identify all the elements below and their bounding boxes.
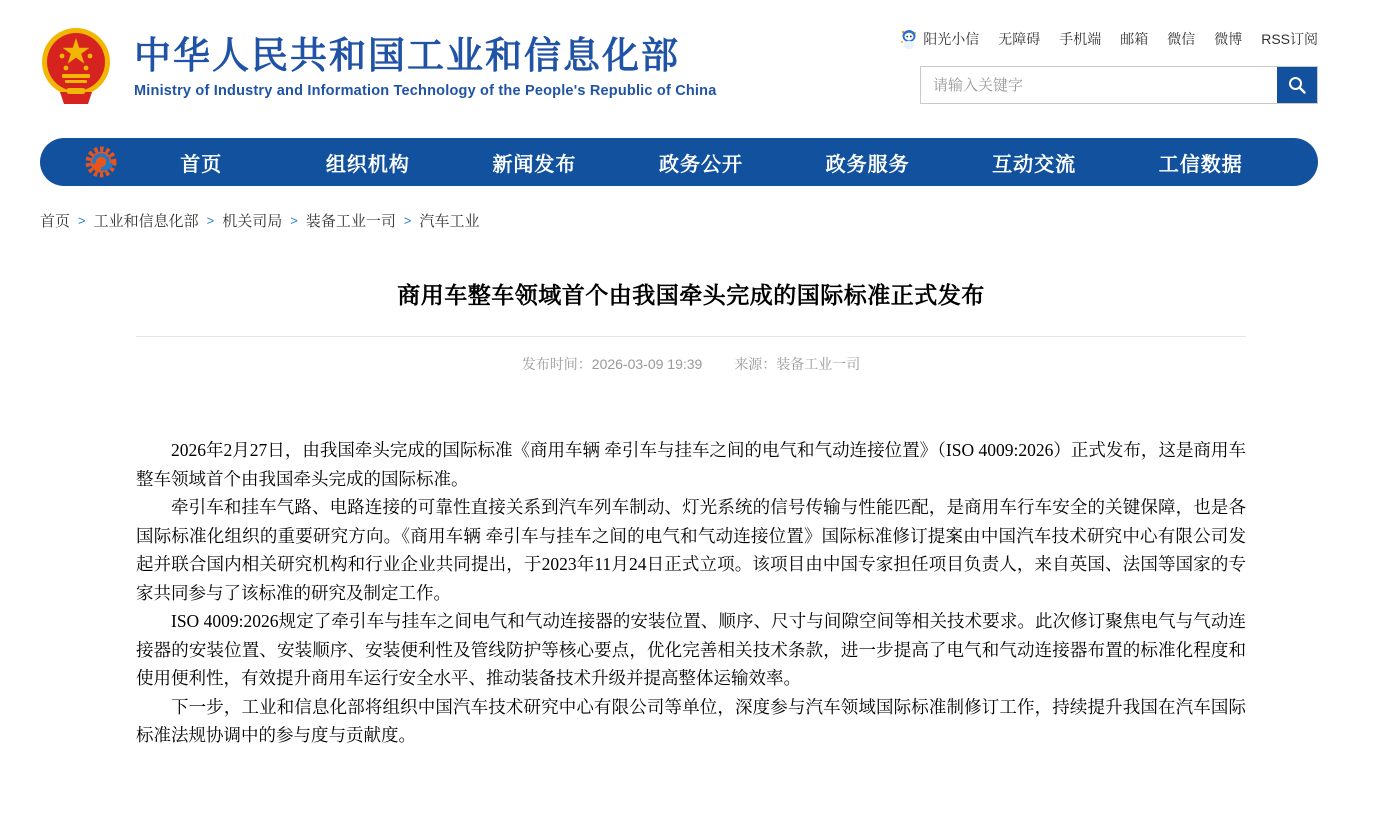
nav-item-gov-disclosure[interactable]: 政务公开 bbox=[659, 153, 744, 176]
breadcrumb-separator: > bbox=[290, 213, 298, 228]
source-label: 来源： bbox=[734, 356, 777, 372]
sunshine-mascot-icon bbox=[899, 28, 919, 50]
source-value: 装备工业一司 bbox=[776, 356, 861, 372]
search-button[interactable] bbox=[1277, 67, 1317, 103]
crumb-auto-industry[interactable]: 汽车工业 bbox=[419, 213, 480, 230]
link-mobile[interactable]: 手机端 bbox=[1059, 31, 1102, 47]
search-input[interactable] bbox=[921, 67, 1277, 103]
nav-item-interaction[interactable]: 互动交流 bbox=[992, 153, 1077, 176]
crumb-equipment-dept[interactable]: 装备工业一司 bbox=[305, 213, 396, 230]
article-paragraph: ISO 4009:2026规定了牵引车与挂车之间电气和气动连接器的安装位置、顺序、尺寸与间隙空间等相关技术要求。此次修订聚焦电气与气动连接器的安装位置、安装顺序、安装便利性及管线防护等核心要点，优化完善相关技术条款，进一步提高了电气和气动连接器布置的标准化程度和使用便利性，有效提升商用车运行安全水平、推动装备技术升级并提高整体运输效率。 bbox=[136, 611, 1246, 688]
publish-time-label: 发布时间： bbox=[521, 356, 592, 372]
breadcrumb bbox=[40, 210, 1382, 231]
link-wechat[interactable]: 微信 bbox=[1167, 31, 1196, 47]
national-emblem-icon bbox=[40, 26, 112, 108]
main-nav bbox=[40, 138, 1318, 186]
site-title-cn: 中华人民共和国工业和信息化部 bbox=[134, 34, 680, 76]
breadcrumb-separator: > bbox=[206, 213, 215, 228]
link-weibo[interactable]: 微博 bbox=[1214, 31, 1243, 47]
publish-time-value: 2026-03-09 19:39 bbox=[591, 356, 703, 372]
nav-item-home[interactable]: 首页 bbox=[180, 153, 223, 176]
header-right bbox=[899, 26, 1318, 104]
site-title-en: Ministry of Industry and Information Technology of the People's Republic of China bbox=[134, 83, 717, 100]
crumb-home[interactable]: 首页 bbox=[40, 213, 71, 230]
breadcrumb-separator: > bbox=[78, 213, 86, 228]
miit-gear-logo-icon bbox=[84, 145, 118, 179]
site-brand bbox=[40, 26, 717, 108]
search-icon bbox=[1287, 75, 1307, 95]
search-bar bbox=[920, 66, 1318, 104]
crumb-miit[interactable]: 工业和信息化部 bbox=[93, 213, 199, 230]
utility-label: 阳光小信 bbox=[923, 31, 980, 47]
breadcrumb-separator: > bbox=[403, 213, 412, 228]
link-accessibility[interactable]: 无障碍 bbox=[998, 31, 1041, 47]
site-title-block bbox=[134, 35, 717, 100]
link-mailbox[interactable]: 邮箱 bbox=[1120, 31, 1149, 47]
link-sunshine-xiaoxin[interactable] bbox=[899, 28, 979, 50]
site-header bbox=[0, 0, 1382, 108]
nav-item-organization[interactable]: 组织机构 bbox=[325, 153, 410, 176]
nav-item-gov-services[interactable]: 政务服务 bbox=[825, 153, 910, 176]
article-paragraph: 下一步，工业和信息化部将组织中国汽车技术研究中心有限公司等单位，深度参与汽车领域国际标准制修订工作，持续提升我国在汽车国际标准法规协调中的参与度与贡献度。 bbox=[136, 696, 1246, 745]
article-paragraph: 2026年2月27日，由我国牵头完成的国际标准《商用车辆 牵引车与挂车之间的电气和气动连接位置》（ISO 4009:2026）正式发布，这是商用车整车领域首个由我国牵头完成的国际标准。 bbox=[136, 440, 1246, 489]
article bbox=[136, 277, 1246, 750]
article-title: 商用车整车领域首个由我国牵头完成的国际标准正式发布 bbox=[397, 282, 985, 308]
utility-links bbox=[899, 28, 1318, 50]
crumb-departments[interactable]: 机关司局 bbox=[222, 213, 283, 230]
title-divider bbox=[136, 336, 1246, 337]
link-rss[interactable]: RSS订阅 bbox=[1261, 31, 1318, 47]
nav-item-news[interactable]: 新闻发布 bbox=[492, 153, 577, 176]
article-body bbox=[136, 436, 1246, 750]
article-paragraph: 牵引车和挂车气路、电路连接的可靠性直接关系到汽车列车制动、灯光系统的信号传输与性能匹配，是商用车行车安全的关键保障，也是各国际标准化组织的重要研究方向。《商用车辆 牵引车与挂车之间的电气和气动连接位置》国际标准修订提案由中国汽车技术研究中心有限公司发起并联合国内相关研究机构和行业企业共同提出，于2023年11月24日正式立项。该项目由中国专家担任项目负责人，来自英国、法国等国家的专家共同参与了该标准的研究及制定工作。 bbox=[136, 497, 1246, 603]
nav-item-miit-data[interactable]: 工信数据 bbox=[1158, 153, 1243, 176]
article-meta bbox=[136, 354, 1246, 374]
